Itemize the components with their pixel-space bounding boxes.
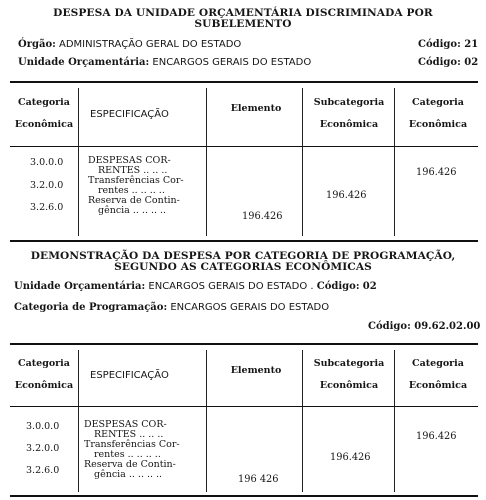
unidade-codigo (418, 57, 478, 68)
unidade-line (18, 57, 311, 68)
table2-header-categoria2 (398, 353, 478, 397)
codigo-prog-line (368, 321, 480, 332)
header-text: Categoria (18, 97, 70, 108)
unidade-value: ENCARGOS GERAIS DO ESTADO (152, 57, 312, 68)
codigo-prog-value: 09.62.02.00 (414, 321, 481, 332)
table1-subcategoria-value: 196.426 (326, 190, 367, 201)
header-text: Subcategoria (313, 358, 385, 369)
spec-line: RENTES .. .. .. (94, 429, 164, 440)
categoria-prog-label: Categoria de Programação: (14, 302, 168, 313)
header-text: Subcategoria (313, 97, 385, 108)
categoria-prog-value: ENCARGOS GERAIS DO ESTADO (170, 302, 330, 313)
table1-code: 3.2.0.0 (30, 180, 64, 191)
spec-line: Reserva de Contin- (88, 195, 180, 206)
table1-elemento-value: 196.426 (242, 211, 283, 222)
table2-code: 3.2.0.0 (26, 443, 60, 454)
table1-col-divider (78, 88, 79, 236)
table1-col-divider (302, 88, 303, 236)
table1-categoria-value: 196.426 (416, 167, 457, 178)
codigo-orgao-value: 21 (464, 39, 479, 50)
orgao-label: Órgão: (18, 39, 56, 50)
unidade2-label: Unidade Orçamentária: (14, 281, 146, 292)
table2-header-elemento: Elemento (230, 365, 282, 376)
table2-subcategoria-value: 196.426 (330, 452, 371, 463)
header-text: Econômica (319, 380, 379, 391)
table1-header-subcategoria (306, 92, 392, 136)
table2-col-divider (78, 350, 79, 492)
codigo-label: Código: (418, 39, 461, 50)
section1-title (0, 8, 486, 30)
codigo2-label: Código: (316, 281, 360, 292)
header-text: Econômica (408, 119, 468, 130)
spec-line: Transferências Cor- (88, 175, 184, 186)
table1-header-categoria (14, 92, 74, 136)
orgao-value: ADMINISTRAÇÃO GERAL DO ESTADO (59, 39, 242, 50)
table2-bottom-rule (10, 495, 478, 497)
table2-header-categoria (14, 353, 74, 397)
table1-header-especificacao: ESPECIFICAÇÃO (90, 109, 169, 120)
table1-header-rule (10, 146, 478, 147)
unidade2-line: Unidade Orçamentária: ENCARGOS GERAIS DO ESTADO . Código: 02 (14, 281, 377, 292)
header-text: Econômica (14, 119, 74, 130)
orgao-codigo (418, 39, 478, 50)
codigo-unidade-value: 02 (464, 57, 479, 68)
table2-categoria-value: 196.426 (416, 431, 457, 442)
header-text: Categoria (412, 97, 464, 108)
spec-line: DESPESAS COR- (84, 419, 167, 430)
table1-header-categoria2 (398, 92, 478, 136)
table1-col-divider (206, 88, 207, 236)
spec-line: DESPESAS COR- (88, 155, 171, 166)
table1-code: 3.2.6.0 (30, 202, 64, 213)
table1-especificacao-cell (88, 156, 202, 216)
table2-header-especificacao: ESPECIFICAÇÃO (90, 370, 169, 381)
spec-line: Transferências Cor- (84, 439, 180, 450)
header-text: Econômica (319, 119, 379, 130)
table2-col-divider (302, 350, 303, 492)
header-text: Categoria (412, 358, 464, 369)
header-text: Econômica (14, 380, 74, 391)
section2-title-line: SEGUNDO AS CATEGORIAS ECONÔMICAS (114, 261, 372, 273)
spec-line: gência .. .. .. .. (98, 205, 167, 216)
codigo-prog-label: Código: (368, 321, 411, 332)
unidade2-value: ENCARGOS GERAIS DO ESTADO (148, 281, 308, 292)
table2-especificacao-cell (84, 420, 202, 480)
table2-header-rule (10, 406, 478, 407)
spec-line: gência .. .. .. .. (94, 469, 163, 480)
table2-elemento-value: 196 426 (238, 474, 279, 485)
table2-col-divider (206, 350, 207, 492)
section2-title-line: DEMONSTRAÇÃO DA DESPESA POR CATEGORIA DE PROGRAMAÇÃO, (30, 250, 456, 262)
table1-col-divider (394, 88, 395, 236)
spec-line: Reserva de Contin- (84, 459, 176, 470)
table2-top-rule (10, 343, 478, 345)
section1-title-text: DESPESA DA UNIDADE ORÇAMENTÁRIA DISCRIMINADA POR SUBELEMENTO (53, 7, 433, 30)
spec-line: rentes .. .. .. .. (98, 185, 165, 196)
header-text: Econômica (408, 380, 468, 391)
codigo-label-2: Código: (418, 57, 461, 68)
table2-col-divider (394, 350, 395, 492)
table1-header-elemento: Elemento (230, 103, 282, 114)
section2-title (0, 251, 486, 273)
table1-bottom-rule (10, 240, 478, 242)
spec-line: RENTES .. .. .. (98, 165, 168, 176)
header-text: Categoria (18, 358, 70, 369)
orgao-line (18, 39, 241, 50)
spec-line: rentes .. .. .. .. (94, 449, 161, 460)
table2-code: 3.0.0.0 (26, 421, 60, 432)
codigo2-value: 02 (362, 281, 377, 292)
table2-code: 3.2.6.0 (26, 465, 60, 476)
table1-top-rule (10, 81, 478, 83)
table1-code: 3.0.0.0 (30, 157, 64, 168)
unidade-label: Unidade Orçamentária: (18, 57, 150, 68)
table2-header-subcategoria (306, 353, 392, 397)
categoria-prog-line (14, 302, 329, 313)
